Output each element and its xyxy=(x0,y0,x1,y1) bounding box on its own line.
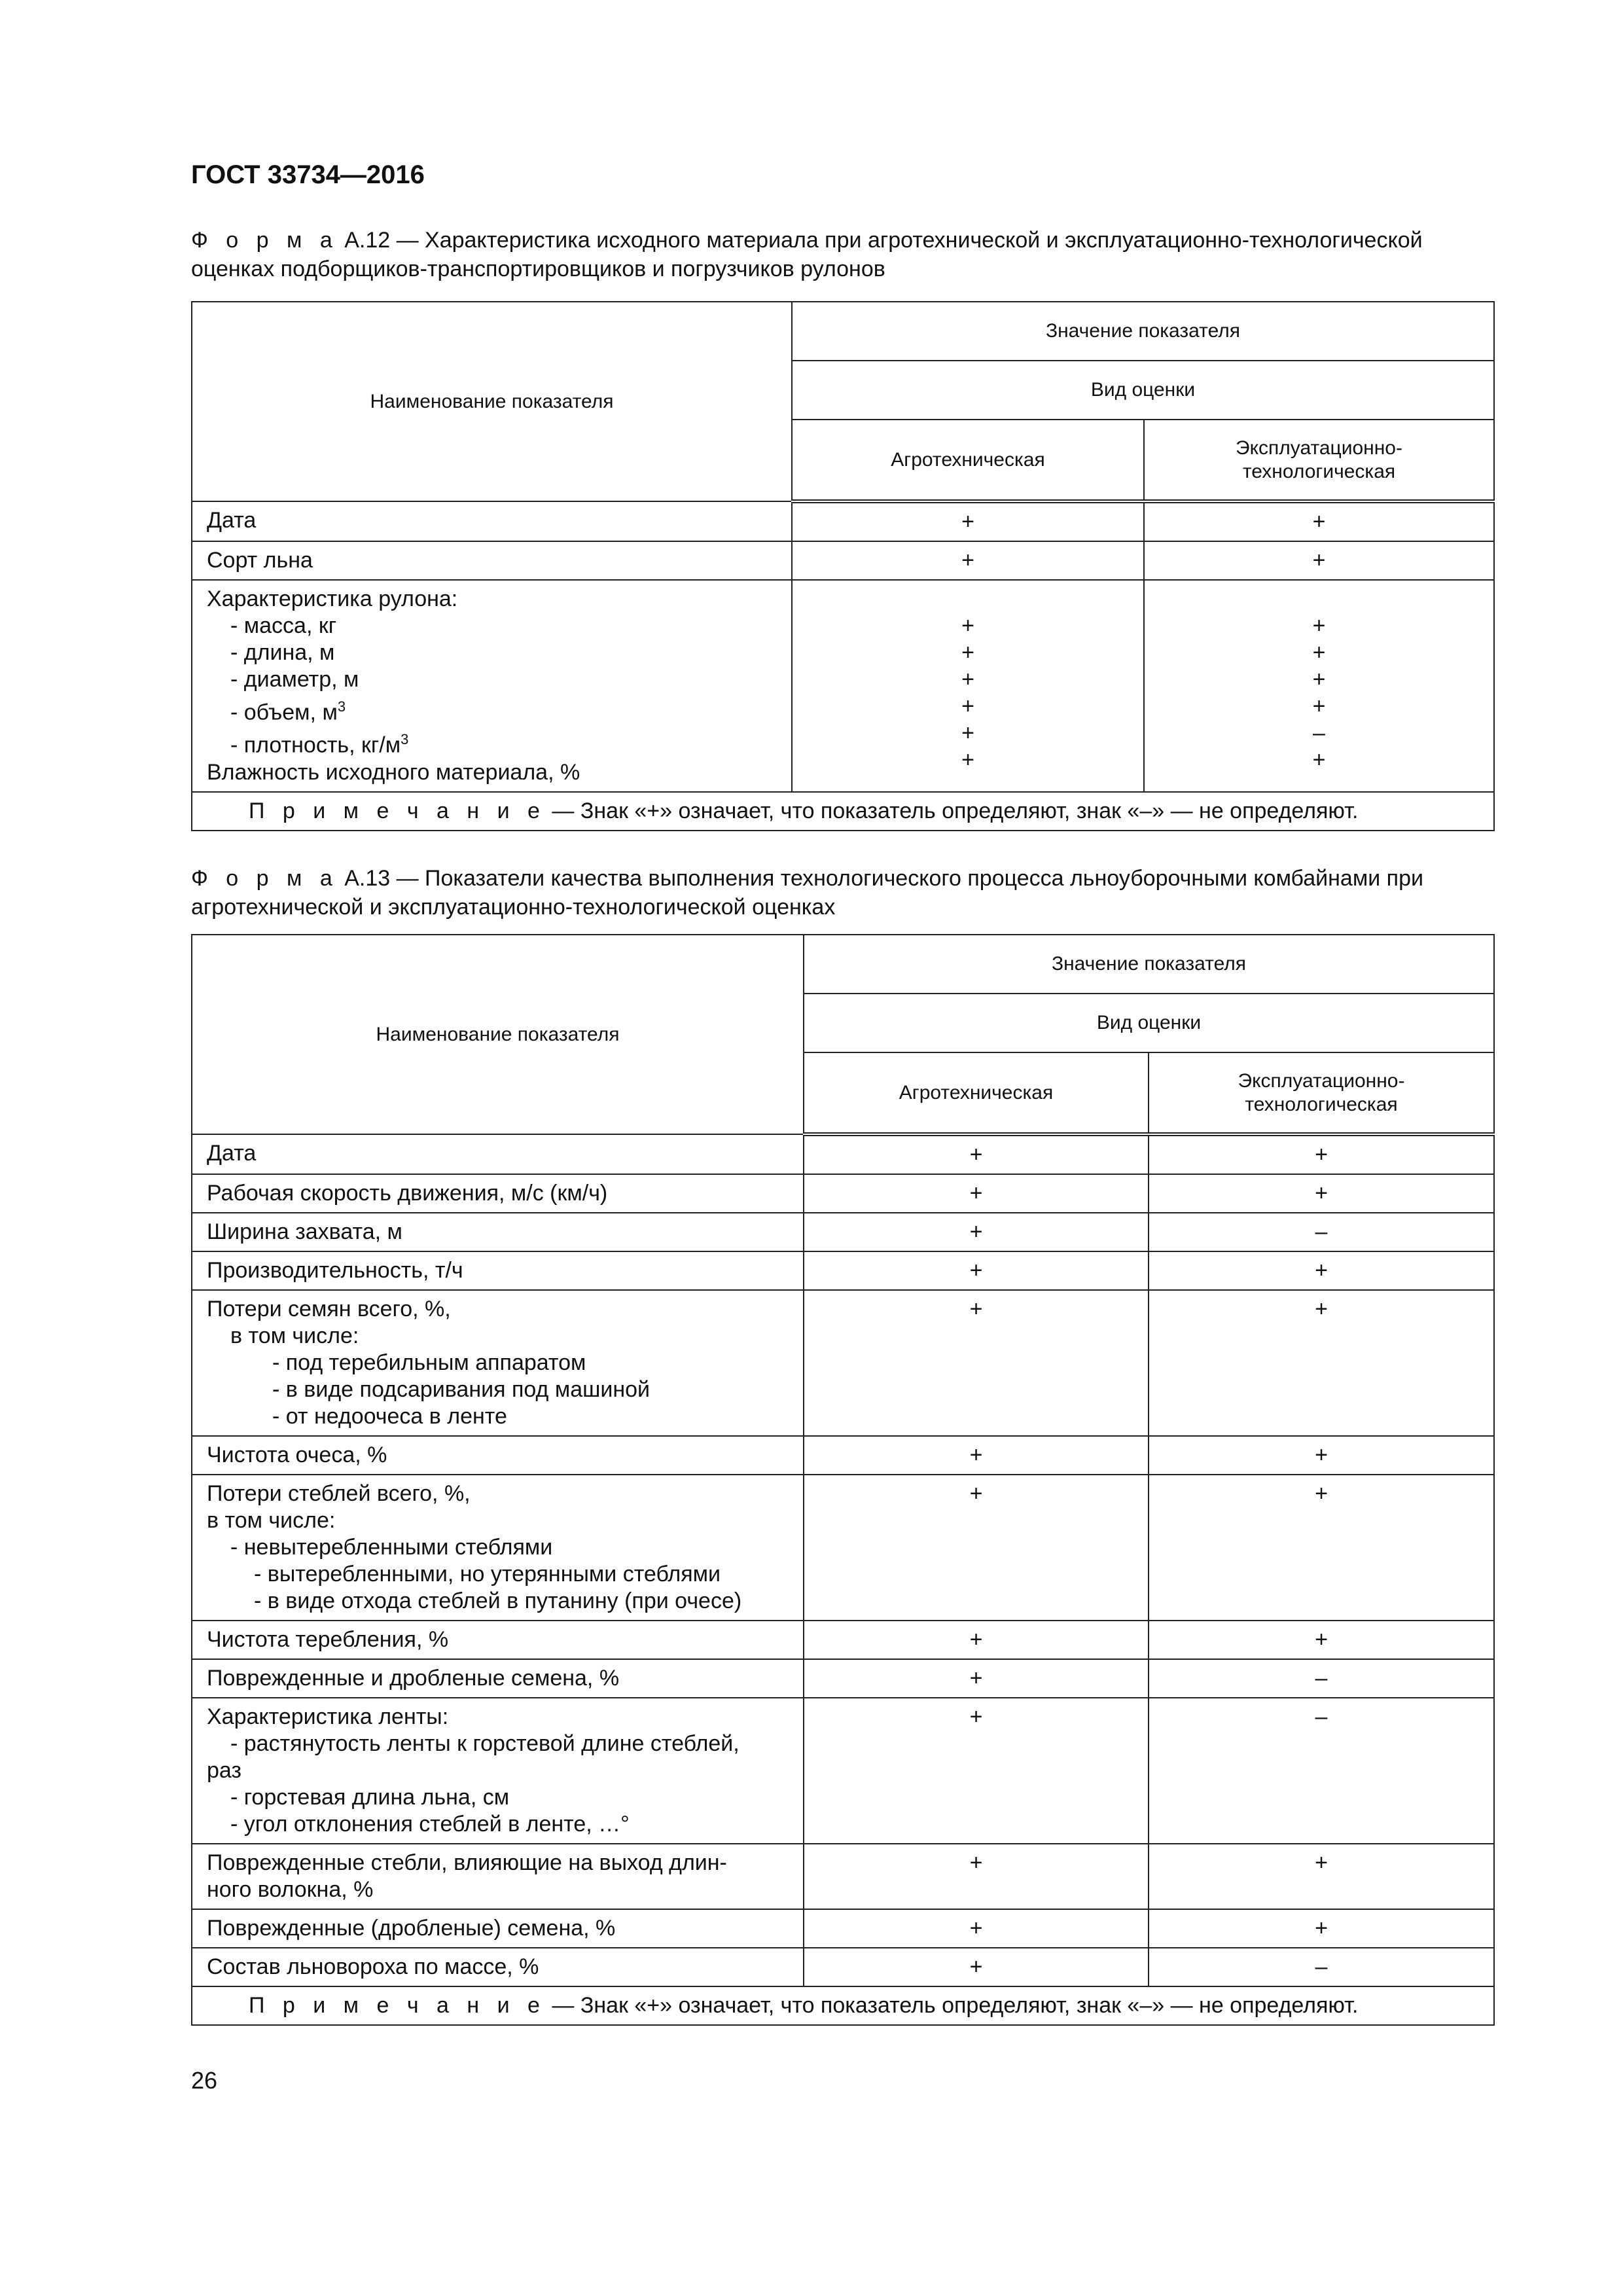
row-name-line: - вытеребленными, но утерянными стеблями xyxy=(254,1562,721,1587)
row-expl: + xyxy=(1149,1475,1494,1621)
table-row xyxy=(192,501,1494,541)
form13-col-agro: Агротехническая xyxy=(804,1052,1149,1134)
row-name-line: - горстевая длина льна, см xyxy=(230,1785,510,1810)
row-name xyxy=(192,1290,804,1436)
row-expl: + xyxy=(1144,541,1494,580)
form13-caption-text: А.13 — Показатели качества выполнения технологического процесса льноуборочными комбайнами при агротехнической и эксплуатационно-технологической оценках xyxy=(191,866,1423,920)
table-row xyxy=(192,1475,1494,1621)
moisture-name: Влажность исходного материала, % xyxy=(207,759,580,785)
row-agro: + xyxy=(804,1948,1149,1986)
roll-item: - плотность, $кг/м^3$ xyxy=(230,731,409,758)
row-name-line: Потери стеблей всего, %, xyxy=(207,1481,471,1506)
row-name-line: Состав льновороха по массе, % xyxy=(207,1954,539,1979)
form13-note xyxy=(192,1986,1494,2025)
row-name xyxy=(192,1948,804,1986)
form13-col-value: Значение показателя xyxy=(804,935,1494,994)
row-name: Сорт льна xyxy=(192,541,792,580)
table-row xyxy=(192,1844,1494,1909)
row-name-line: Чистота очеса, % xyxy=(207,1443,387,1467)
note-text: — Знак «+» означает, что показатель определяют, знак «–» — не определяют. xyxy=(545,1993,1359,2018)
form13-col-expl: Эксплуатационно-технологическая xyxy=(1149,1052,1494,1134)
row-name xyxy=(192,1251,804,1290)
row-name-line: - невытеребленными стеблями xyxy=(230,1535,553,1560)
form13-caption-prefix: Ф о р м а xyxy=(191,866,338,891)
row-expl: + xyxy=(1149,1174,1494,1213)
row-name-line: Рабочая скорость движения, м/с (км/ч) xyxy=(207,1181,608,1206)
form13-col-name: Наименование показателя xyxy=(192,935,804,1134)
page-number: 26 xyxy=(191,2067,218,2094)
row-expl: + xyxy=(1149,1134,1494,1174)
table-row xyxy=(192,1909,1494,1948)
row-agro: + xyxy=(804,1436,1149,1475)
row-name-line: - в виде подсаривания под машиной xyxy=(272,1377,651,1402)
row-name-line: Характеристика ленты: xyxy=(207,1704,449,1729)
row-name xyxy=(192,1436,804,1475)
row-name-line: Производительность, т/ч xyxy=(207,1258,463,1283)
row-name-line: Поврежденные (дробленые) семена, % xyxy=(207,1916,616,1941)
row-name xyxy=(192,1475,804,1621)
table-row xyxy=(192,1698,1494,1844)
row-name xyxy=(192,1659,804,1698)
row-name xyxy=(192,580,792,792)
row-name-line: в том числе: xyxy=(207,1508,336,1533)
form12-table xyxy=(191,301,1495,831)
row-name-line: - в виде отхода стеблей в путанину (при очесе) xyxy=(254,1588,742,1613)
row-name-line: Ширина захвата, м xyxy=(207,1219,402,1244)
row-agro: + xyxy=(804,1909,1149,1948)
row-expl: + xyxy=(1149,1251,1494,1290)
note-prefix: П р и м е ч а н и е xyxy=(249,798,546,823)
table-row xyxy=(192,541,1494,580)
row-name-line: в том числе: xyxy=(230,1323,359,1348)
form12-col-value: Значение показателя xyxy=(792,302,1494,361)
form13-col-kind: Вид оценки xyxy=(804,994,1494,1052)
row-expl: + + + + – + xyxy=(1144,580,1494,792)
row-expl: + xyxy=(1149,1844,1494,1909)
row-agro: + xyxy=(804,1698,1149,1844)
row-name-line: Чистота теребления, % xyxy=(207,1627,449,1652)
table-row xyxy=(192,1436,1494,1475)
row-name-line: раз xyxy=(207,1758,242,1783)
table-row xyxy=(192,1659,1494,1698)
row-name-line: ного волокна, % xyxy=(207,1877,374,1902)
row-agro: + xyxy=(804,1475,1149,1621)
table-row xyxy=(192,1290,1494,1436)
row-expl: – xyxy=(1149,1948,1494,1986)
row-name-line: Поврежденные стебли, влияющие на выход длин- xyxy=(207,1850,727,1875)
row-name xyxy=(192,1174,804,1213)
document-header: ГОСТ 33734—2016 xyxy=(191,160,425,189)
row-agro: + xyxy=(804,1290,1149,1436)
form12-col-kind: Вид оценки xyxy=(792,361,1494,420)
table-row xyxy=(192,1174,1494,1213)
row-agro: + + + + + + xyxy=(792,580,1144,792)
table-row xyxy=(192,580,1494,792)
roll-item: - длина, м xyxy=(230,640,335,665)
row-agro: + xyxy=(804,1621,1149,1659)
form12-caption-text: А.12 — Характеристика исходного материала при агротехнической и эксплуатационно-технологической оценках подборщиков-транспортировщиков и погрузчиков рулонов xyxy=(191,228,1423,281)
roll-item: - диаметр, м xyxy=(230,667,359,692)
row-agro: + xyxy=(792,501,1144,541)
row-name xyxy=(192,1213,804,1251)
note-text: — Знак «+» означает, что показатель определяют, знак «–» — не определяют. xyxy=(545,798,1359,823)
row-agro: + xyxy=(804,1844,1149,1909)
row-name xyxy=(192,1698,804,1844)
table-row xyxy=(192,1621,1494,1659)
form12-caption xyxy=(191,226,1493,283)
roll-item: - масса, кг xyxy=(230,613,337,638)
row-agro: + xyxy=(804,1659,1149,1698)
table-row xyxy=(192,1213,1494,1251)
form13-caption xyxy=(191,864,1493,922)
form12-note xyxy=(192,792,1494,831)
row-expl: – xyxy=(1149,1659,1494,1698)
row-expl: + xyxy=(1149,1909,1494,1948)
row-expl: – xyxy=(1149,1698,1494,1844)
roll-title: Характеристика рулона: xyxy=(207,586,458,611)
row-name-line: Потери семян всего, %, xyxy=(207,1297,451,1321)
roll-item: - объем, $м^3$ xyxy=(230,698,346,725)
form12-col-name: Наименование показателя xyxy=(192,302,792,501)
row-name: Дата xyxy=(192,501,792,541)
row-name-line: Поврежденные и дробленые семена, % xyxy=(207,1666,620,1691)
row-agro: + xyxy=(804,1251,1149,1290)
row-name-line: - растянутость ленты к горстевой длине стеблей, xyxy=(230,1731,740,1756)
row-name xyxy=(192,1844,804,1909)
row-agro: + xyxy=(792,541,1144,580)
form12-col-agro: Агротехническая xyxy=(792,420,1144,501)
row-name-line: - угол отклонения стеблей в ленте, …° xyxy=(230,1812,630,1837)
row-agro: + xyxy=(804,1174,1149,1213)
table-row xyxy=(192,1134,1494,1174)
form12-caption-prefix: Ф о р м а xyxy=(191,228,338,253)
row-name xyxy=(192,1909,804,1948)
note-prefix: П р и м е ч а н и е xyxy=(249,1993,546,2018)
row-expl: + xyxy=(1144,501,1494,541)
table-row xyxy=(192,1251,1494,1290)
row-name-line: - от недоочеса в ленте xyxy=(272,1404,507,1429)
row-expl: – xyxy=(1149,1213,1494,1251)
form12-col-expl: Эксплуатационно-технологическая xyxy=(1144,420,1494,501)
row-name xyxy=(192,1621,804,1659)
row-expl: + xyxy=(1149,1290,1494,1436)
row-expl: + xyxy=(1149,1436,1494,1475)
row-agro: + xyxy=(804,1134,1149,1174)
row-agro: + xyxy=(804,1213,1149,1251)
row-name-line: Дата xyxy=(207,1141,257,1166)
form13-table xyxy=(191,934,1495,2026)
row-expl: + xyxy=(1149,1621,1494,1659)
row-name xyxy=(192,1134,804,1174)
table-row xyxy=(192,1948,1494,1986)
row-name-line: - под теребильным аппаратом xyxy=(272,1350,586,1375)
